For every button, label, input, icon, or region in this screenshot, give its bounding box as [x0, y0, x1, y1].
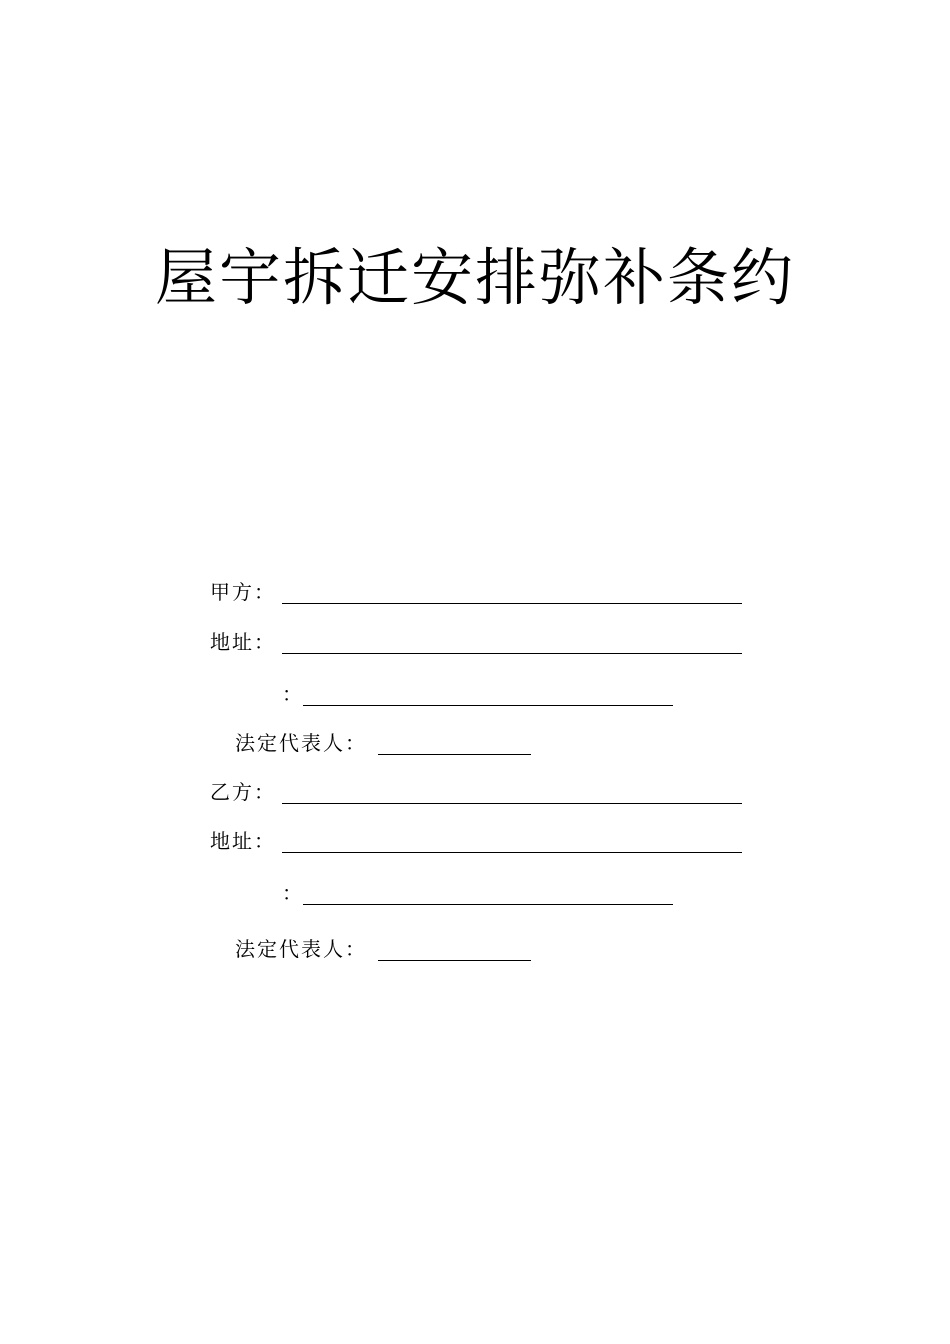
party-a-address-field: [210, 630, 750, 654]
party-b-address-blank-line[interactable]: [282, 852, 742, 853]
party-a-extra-blank-line[interactable]: [303, 705, 673, 706]
party-a-representative-label: 法定代表人：: [235, 731, 367, 755]
party-b-representative-label: 法定代表人：: [235, 937, 367, 961]
party-b-extra-label: ：: [282, 881, 304, 905]
party-b-label: 乙方：: [210, 780, 276, 804]
party-b-extra-blank-line[interactable]: [303, 904, 673, 905]
document-title: 屋宇拆迁安排弥补条约: [154, 241, 795, 314]
party-a-extra-label: ：: [282, 682, 304, 706]
party-a-field: [210, 580, 750, 604]
party-b-representative-blank-line[interactable]: [378, 960, 531, 961]
party-b-address-label: 地址：: [210, 829, 276, 853]
party-a-blank-line[interactable]: [282, 603, 742, 604]
party-a-extra-field: [282, 682, 682, 706]
party-b-extra-field: [282, 881, 682, 905]
party-a-representative-blank-line[interactable]: [378, 754, 531, 755]
party-b-field: [210, 780, 750, 804]
party-a-address-blank-line[interactable]: [282, 653, 742, 654]
party-b-address-field: [210, 829, 750, 853]
party-a-representative-field: [235, 731, 535, 755]
party-a-label: 甲方：: [210, 580, 276, 604]
party-a-address-label: 地址：: [210, 630, 276, 654]
party-b-representative-field: [235, 937, 535, 961]
party-b-blank-line[interactable]: [282, 803, 742, 804]
